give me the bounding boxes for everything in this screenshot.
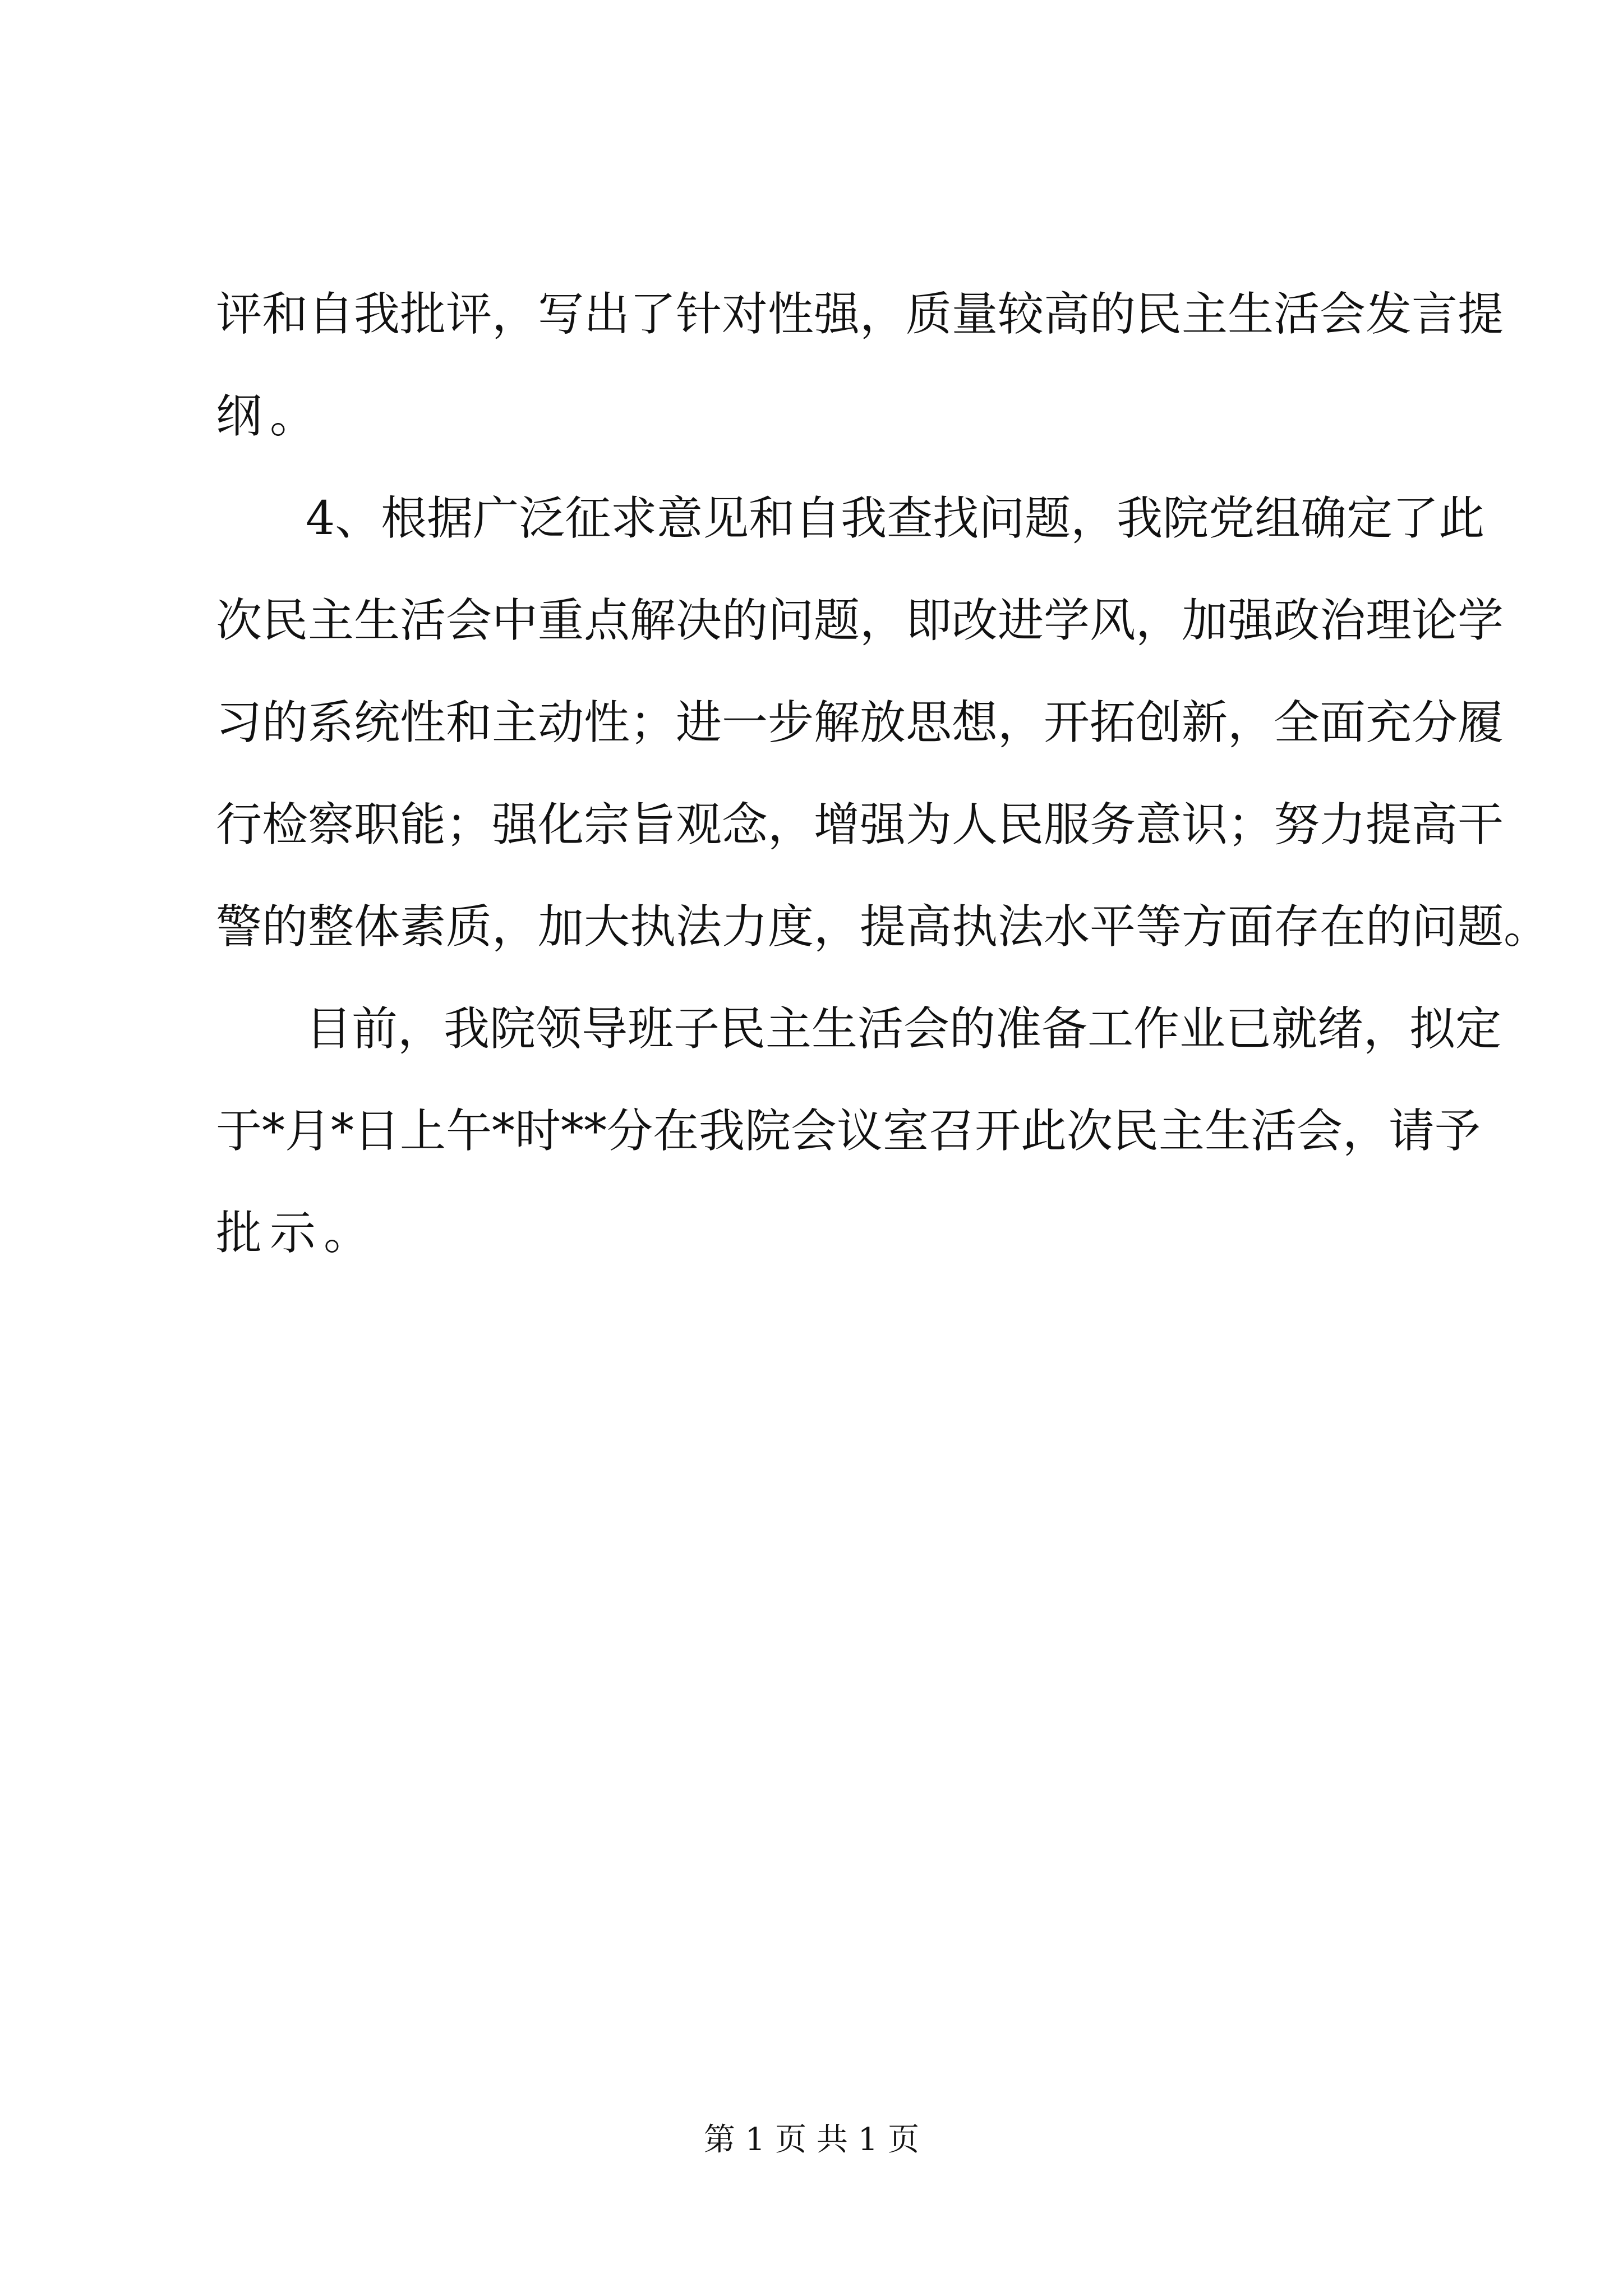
text-line: 于*月*日上午*时**分在我院会议室召开此次民主生活会，请予 [216,1105,1481,1158]
text-line: 习的系统性和主动性；进一步解放思想，开拓创新，全面充分履 [216,696,1504,749]
text-line: 行检察职能；强化宗旨观念，增强为人民服务意识；努力提高干 [216,798,1504,852]
text-line: 次民主生活会中重点解决的问题，即改进学风，加强政治理论学 [216,594,1504,647]
paragraph-start-line: 4、根据广泛征求意见和自我查找问题，我院党组确定了此 [306,492,1485,545]
text-line: 纲。 [216,390,324,443]
text-line: 评和自我批评，写出了针对性强，质量较高的民主生活会发言提 [216,288,1504,341]
page-number-footer: 第 1 页 共 1 页 [703,2122,920,2158]
text-line: 批示。 [216,1207,378,1260]
text-line: 警的整体素质，加大执法力度，提高执法水平等方面存在的问题。 [216,900,1550,954]
document-body [216,264,1550,1285]
paragraph-start-line: 目前，我院领导班子民主生活会的准备工作业已就绪，拟定 [306,1002,1502,1056]
